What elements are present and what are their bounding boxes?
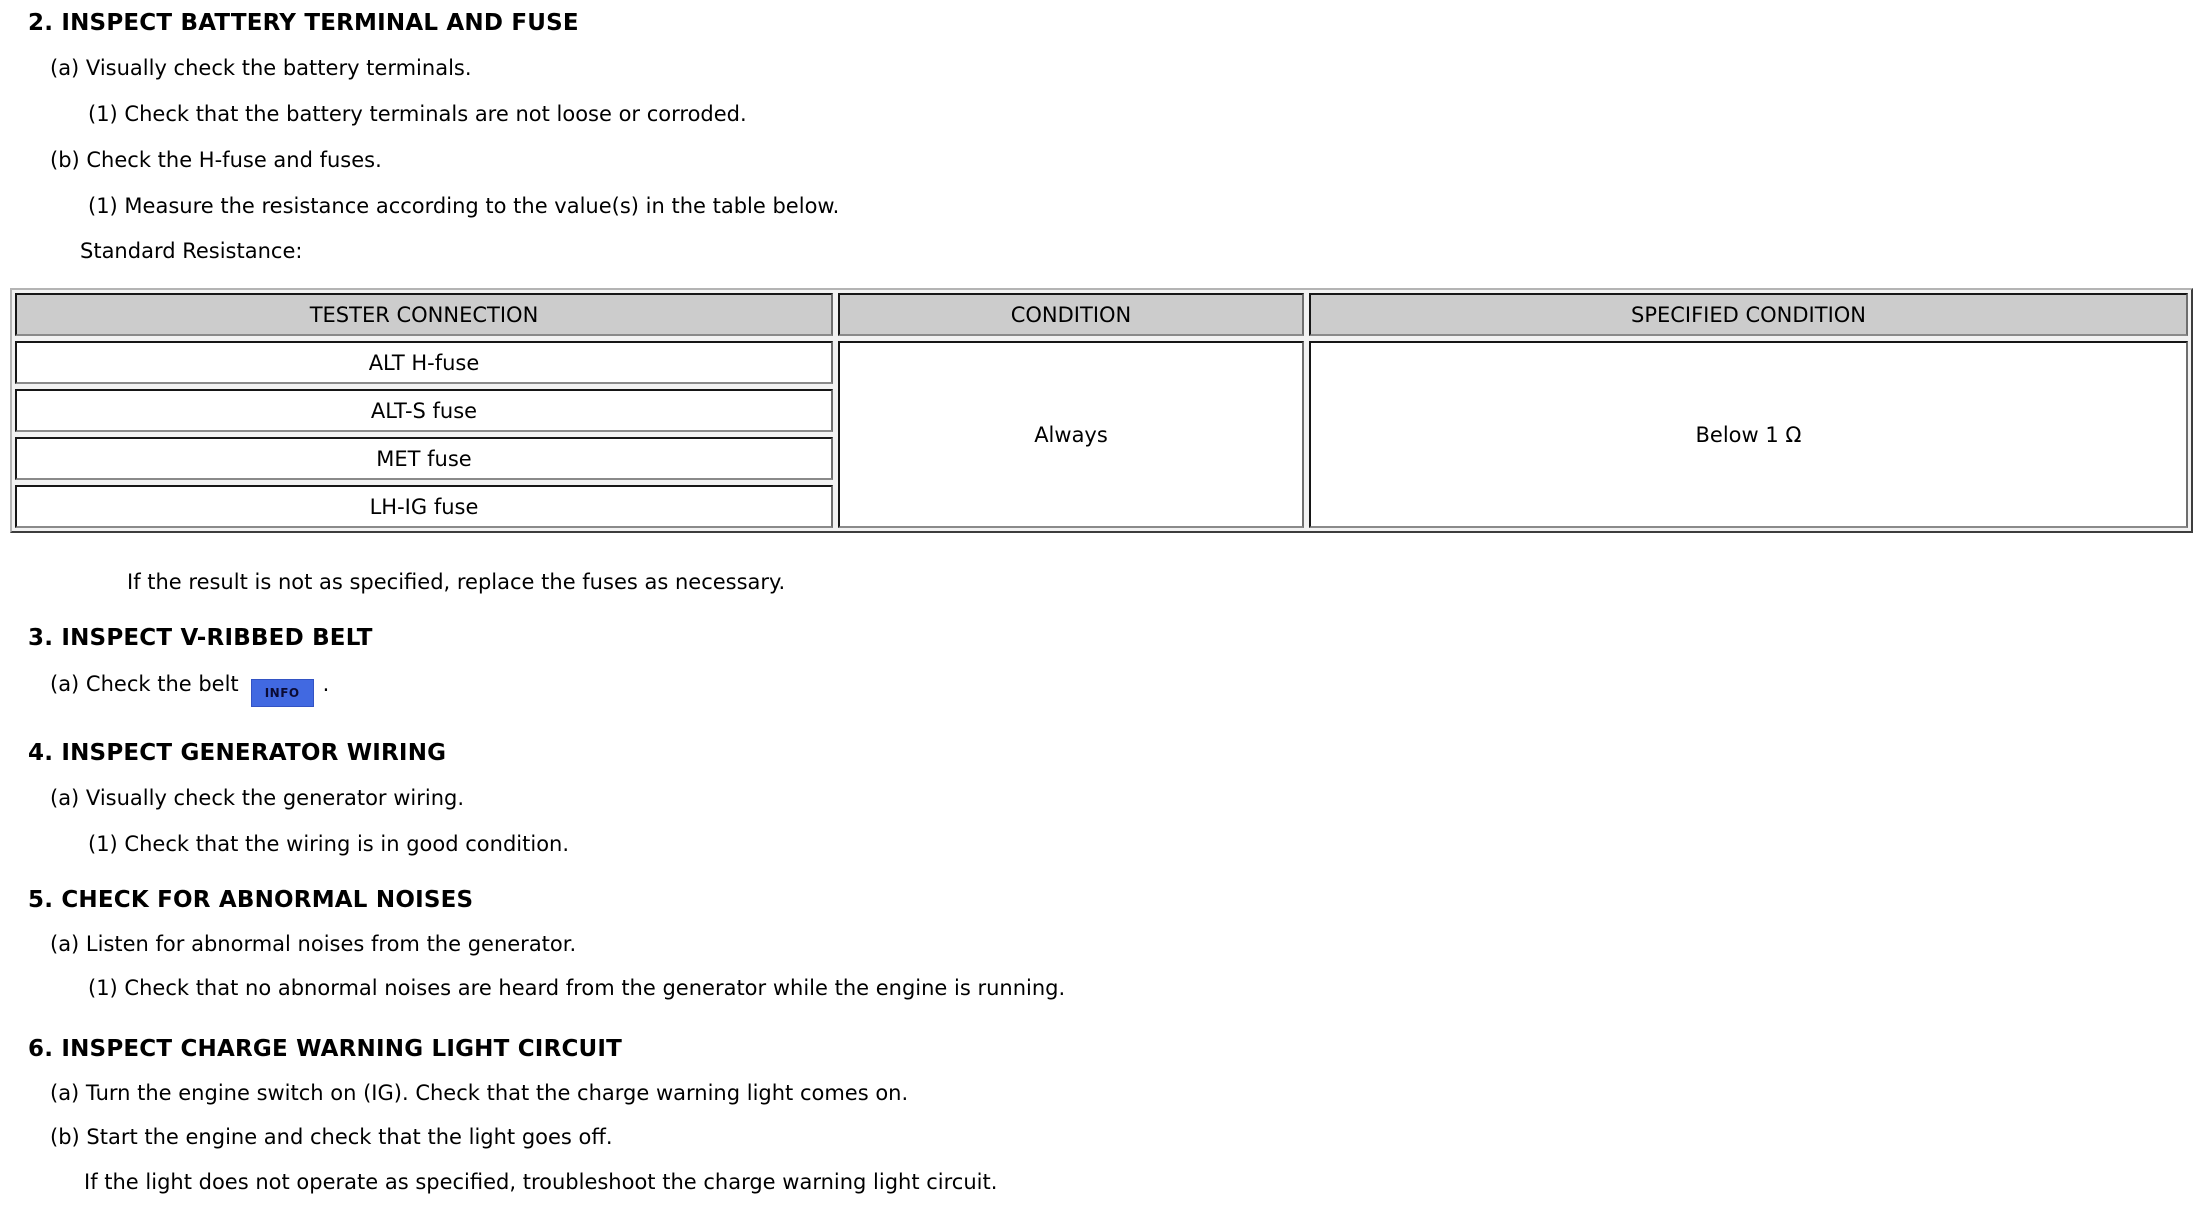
table-header-tester-connection: TESTER CONNECTION <box>15 293 833 336</box>
step-2-result-note: If the result is not as specified, replace the fuses as necessary. <box>127 570 786 594</box>
step-6b-text: (b) Start the engine and check that the light goes off. <box>50 1125 613 1149</box>
table-cell-alt-s-fuse: ALT-S fuse <box>15 389 833 432</box>
step-5a1-text: (1) Check that no abnormal noises are heard from the generator while the engine is running. <box>88 976 1066 1000</box>
step-2-heading: 2. INSPECT BATTERY TERMINAL AND FUSE <box>28 10 579 36</box>
step-5-heading: 5. CHECK FOR ABNORMAL NOISES <box>28 887 474 913</box>
table-cell-condition-always: Always <box>838 341 1304 528</box>
table-header-condition: CONDITION <box>838 293 1304 336</box>
step-6-heading: 6. INSPECT CHARGE WARNING LIGHT CIRCUIT <box>28 1036 623 1062</box>
info-button[interactable]: INFO <box>251 679 314 707</box>
resistance-spec-table <box>10 288 2193 533</box>
table-cell-met-fuse: MET fuse <box>15 437 833 480</box>
step-4a1-text: (1) Check that the wiring is in good condition. <box>88 832 570 856</box>
step-6a-text: (a) Turn the engine switch on (IG). Check that the charge warning light comes on. <box>50 1081 909 1105</box>
step-3a-line <box>0 670 2200 707</box>
standard-resistance-label: Standard Resistance: <box>80 239 303 263</box>
step-2b-text: (b) Check the H-fuse and fuses. <box>50 148 382 172</box>
step-3-heading: 3. INSPECT V-RIBBED BELT <box>28 625 373 651</box>
table-cell-specified-condition-value: Below 1 Ω <box>1309 341 2188 528</box>
resistance-spec-table-grid <box>15 293 2188 528</box>
step-3a-text: (a) Check the belt <box>50 672 239 696</box>
step-3a-period: . <box>322 672 330 696</box>
step-2b1-text: (1) Measure the resistance according to the value(s) in the table below. <box>88 194 840 218</box>
table-cell-alt-h-fuse: ALT H-fuse <box>15 341 833 384</box>
step-2a-text: (a) Visually check the battery terminals. <box>50 56 472 80</box>
step-4a-text: (a) Visually check the generator wiring. <box>50 786 465 810</box>
table-header-specified-condition: SPECIFIED CONDITION <box>1309 293 2188 336</box>
step-2a1-text: (1) Check that the battery terminals are not loose or corroded. <box>88 102 747 126</box>
step-6-result-note: If the light does not operate as specified, troubleshoot the charge warning light circuit. <box>84 1170 998 1194</box>
step-5a-text: (a) Listen for abnormal noises from the generator. <box>50 932 577 956</box>
step-4-heading: 4. INSPECT GENERATOR WIRING <box>28 740 447 766</box>
table-cell-lh-ig-fuse: LH-IG fuse <box>15 485 833 528</box>
